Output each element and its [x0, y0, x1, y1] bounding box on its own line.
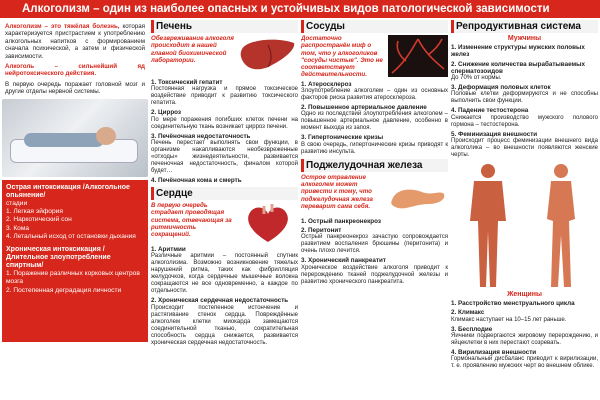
- men-item-title: 1. Изменение структуры мужских половых желез: [451, 44, 585, 59]
- liver-heart-column: [151, 20, 298, 398]
- acute-item: 2. Наркотический сон: [6, 216, 72, 224]
- chronic-item: 2. Постепенная деградация личности: [6, 286, 122, 294]
- pancreas-item-title: 2. Перитонит: [301, 226, 342, 234]
- liver-item-text: Печень перестает выполнять свои функции, в организме накапливаются необезвреженные «отходы» жизнедеятельности, развивается печеночная недостаточность, финалом которой будет…: [151, 139, 298, 174]
- men-item-title: 2. Снижение количества вырабатываемых сперматозоидов: [451, 60, 586, 75]
- pancreas-icon: [388, 174, 448, 216]
- pancreas-item-text: Острый панкреонекроз зачастую сопровождается развитием воспаления брюшины (перитонита) и очень плохо лечится.: [301, 234, 448, 255]
- liver-section: [151, 20, 298, 184]
- male-figure-icon: [458, 161, 518, 289]
- acute-title: Острая интоксикация /Алкогольное опьянение/: [6, 183, 130, 199]
- women-item-text: Гормональный дисбаланс приводит к вирилизации, т. е. проявлению мужских черт во внешнем облике.: [451, 356, 598, 370]
- pancreas-section: [301, 159, 448, 286]
- intro-lead: Алкоголизм – это тяжёлая болезнь,: [5, 23, 120, 30]
- men-item-text: Половые клетки деформируются и не способны выполнить свои функции.: [451, 91, 598, 105]
- heart-item-text: Различные аритмии – постоянный спутник алкоголизма. Возможно возникновение тяжелых нарушений ритма, таких как фибрилляция желудочков, когда сердечные мышечные волокна сокращаются не все одновременно, а каждое по отдельности.: [151, 253, 298, 295]
- liver-item-text: Постоянная нагрузка и прямое токсическое воздействие приводит к развитию токсического гепатита.: [151, 86, 298, 107]
- heart-item-title: 1. Аритмии: [151, 246, 186, 254]
- vessels-item-title: 3. Гипертонические кризы: [301, 134, 384, 142]
- women-item-title: 1. Расстройство менструального цикла: [451, 300, 575, 308]
- intro-text: которая характеризуется пристрастием к употреблению алкогольных напитков с формированием сначала психической, а затем и физической зависимости.: [5, 23, 145, 60]
- women-item-title: 2. Климакс: [451, 309, 485, 317]
- men-item-title: 5. Феминизация внешности: [451, 130, 538, 138]
- pancreas-title: Поджелудочная железа: [301, 159, 448, 172]
- pancreas-item-title: 1. Острый панкреонекроз: [301, 217, 381, 225]
- liver-item-title: 4. Печёночная кома и смерть: [151, 176, 242, 184]
- intro-poison-text: Алкоголь – сильнейший яд нейротоксического действия.: [5, 63, 145, 78]
- acute-sub: стадии: [6, 199, 28, 207]
- vessels-title: Сосуды: [301, 20, 448, 33]
- heart-icon: [238, 202, 298, 244]
- pancreas-item-title: 3. Хронический панкреатит: [301, 257, 386, 265]
- heart-lead: В первую очередь страдает проводящая система, отвечающая за ритмичность сокращений.: [151, 202, 232, 239]
- women-item-title: 4. Вирилизация внешности: [451, 348, 537, 356]
- vessels-item-text: Злоупотребление алкоголем – один из основных факторов риска развития атеросклероза.: [301, 88, 448, 102]
- liver-title: Печень: [151, 20, 298, 33]
- acute-item: 3. Кома: [6, 224, 30, 232]
- vessels-pancreas-column: [301, 20, 448, 398]
- page-title: Алкоголизм – один из наиболее опасных и устойчивых видов патологической зависимости: [0, 0, 600, 18]
- vessels-section: [301, 20, 448, 156]
- reproductive-column: [451, 20, 598, 398]
- heart-section: [151, 187, 298, 347]
- pancreas-lead: Острое отравление алкоголем может привести к тому, что поджелудочная железа переварит сама себя.: [301, 173, 373, 210]
- female-figure-icon: [531, 161, 591, 289]
- intro-paragraph-3: В первую очередь поражает головной мозг и другие отделы нервной системы.: [5, 80, 145, 96]
- heart-title: Сердце: [151, 187, 298, 200]
- acute-item: 4. Летальный исход от остановки дыхания: [6, 233, 136, 241]
- vessels-item-text: Одно из последствий злоупотребления алкоголем – повышенное артериальное давление, особенно в момент выхода из запоя.: [301, 111, 448, 132]
- liver-item-title: 2. Цирроз: [151, 109, 182, 117]
- liver-item-text: По мере поражения погибших клеток печени на соединительную ткань возникает цирроз печени.: [151, 116, 298, 130]
- men-item-title: 4. Падение тестостерона: [451, 107, 529, 115]
- chronic-title: Хроническая интоксикация /Длительное злоупотребление спиртным/: [6, 245, 111, 269]
- liver-item-title: 3. Печёночная недостаточность: [151, 132, 251, 140]
- repro-title: Репродуктивная система: [451, 20, 598, 33]
- vessels-item-text: В свою очередь, гипертонические кризы приводят к развитию инсульта.: [301, 141, 448, 155]
- vessels-icon: [388, 35, 448, 77]
- men-item-text: Снижается производство мужского полового гормона – тестостерона.: [451, 114, 598, 128]
- men-item-title: 3. Деформация половых клеток: [451, 84, 551, 92]
- heart-item-title: 2. Хроническая сердечная недостаточность: [151, 297, 289, 305]
- pancreas-item-text: Хроническое воздействие алкоголя приводит к перерождению тканей поджелудочной железы и развитию хронического панкреатита.: [301, 264, 448, 285]
- intro-paragraph-1: [2, 20, 148, 60]
- liver-item-title: 1. Токсический гепатит: [151, 79, 223, 86]
- women-item-title: 3. Бесплодие: [451, 325, 493, 333]
- chronic-item: 1. Поражение различных корковых центров мозга: [6, 269, 140, 286]
- anatomy-figures: [451, 161, 598, 289]
- acute-item: 1. Легкая эйфория: [6, 208, 63, 216]
- men-item-text: До 70% от нормы.: [451, 75, 502, 82]
- men-label: Мужчины: [507, 35, 542, 42]
- vessels-lead: Достаточно распространён миф о том, что у алкоголиков "сосуды чистые". Это не соответствует действительности.: [301, 35, 383, 79]
- intoxication-box: [2, 180, 148, 342]
- intro-paragraph-2: [2, 60, 148, 78]
- vessels-item-title: 1. Атеросклероз: [301, 80, 352, 88]
- vessels-item-title: 2. Повышенное артериальное давление: [301, 104, 427, 112]
- women-label: Женщины: [507, 291, 542, 299]
- liver-lead: Обезвреживание алкоголя происходит в нашей главной биохимической лаборатории.: [151, 35, 234, 64]
- patient-photo: [2, 99, 148, 177]
- women-item-text: Климакс наступает на 10–15 лет раньше.: [451, 316, 567, 323]
- men-item-text: Происходит процесс феминизации внешнего вида алкоголика – во внешности появляются женские черты.: [451, 138, 598, 159]
- heart-item-text: Происходит постепенное истончение и растягивание стенок сердца. Повреждённые алкоголем клетки миокарда замещаются соединительной тканью, сократительная способность сердца снижается, развивается хроническая сердечная недостаточность.: [151, 304, 298, 346]
- liver-icon: [238, 35, 298, 77]
- intro-column: [2, 20, 148, 398]
- women-item-text: Яичники подвергаются жировому перерождению, и яйцеклетки в них перестают созревать.: [451, 332, 598, 346]
